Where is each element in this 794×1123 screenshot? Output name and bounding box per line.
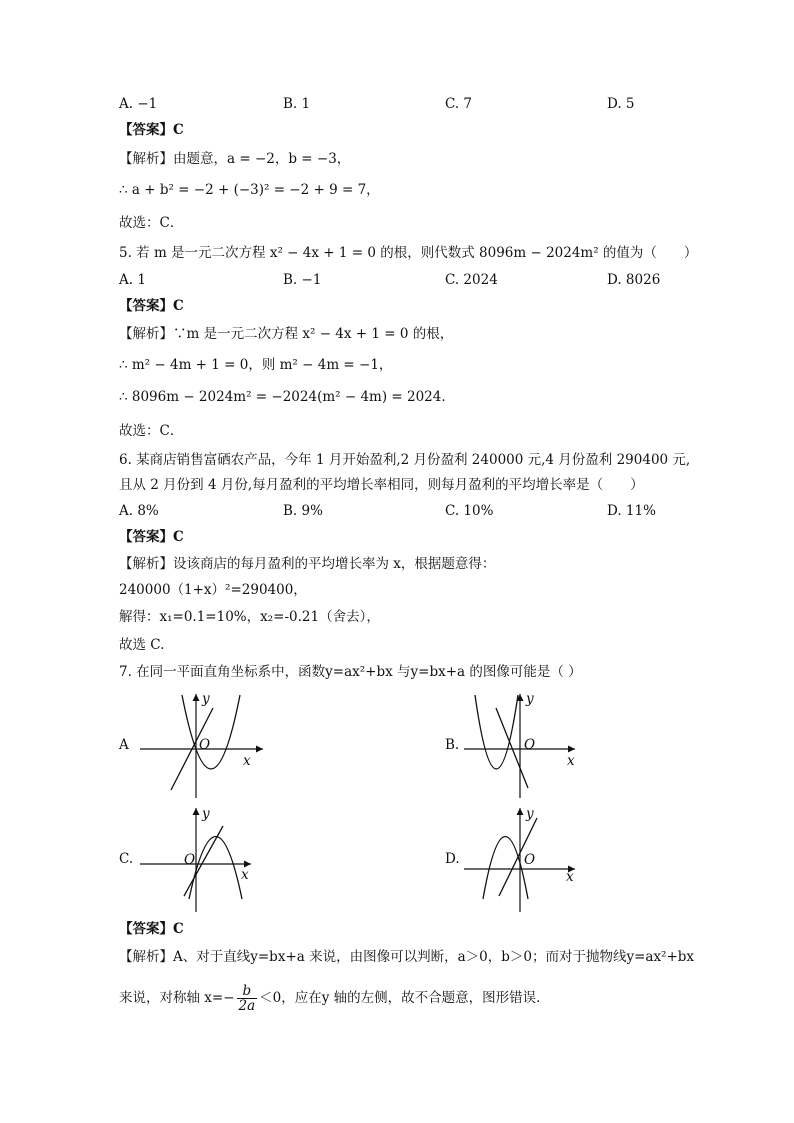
parabola	[182, 695, 240, 769]
q6-stem: 6. 某商店销售富硒农产品，今年 1 月开始盈利,2 月份盈利 240000 元,4 月份盈利 290400 元,	[119, 452, 691, 468]
graph-c-y-label: y	[202, 806, 210, 822]
graph-d-x-label: x	[566, 869, 574, 885]
graph-c	[138, 804, 258, 914]
q6-analysis-line: 240000（1+x）²=290400，	[119, 582, 307, 598]
q5-analysis-line: 故选：C．	[119, 423, 184, 439]
graph-c-label: C.	[119, 851, 134, 867]
q6-option-a: A. 8%	[119, 503, 159, 519]
graph-c-origin-label: O	[184, 852, 196, 868]
q6-analysis-line: 解得：x₁=0.1=10%，x₂=-0.21（舍去），	[119, 609, 380, 625]
q5-stem: 5. 若 m 是一元二次方程 x² − 4x + 1 = 0 的根，则代数式 8096m − 2024m² 的值为（ ）	[119, 245, 698, 261]
q4-option-b: B. 1	[283, 96, 311, 112]
graph-a-label: A	[119, 737, 129, 753]
q6-stem: 且从 2 月份到 4 月份,每月盈利的平均增长率相同，则每月盈利的平均增长率是（ ）	[119, 477, 644, 493]
symmetry-axis-fraction	[237, 984, 258, 1013]
q5-analysis-line: ∴ 8096m − 2024m² = −2024(m² − 4m) = 2024．	[119, 389, 455, 405]
q5-option-c: C. 2024	[445, 272, 498, 288]
graph-d-label: D.	[445, 851, 460, 867]
graph-b-label: B.	[445, 737, 460, 753]
q6-answer: 【答案】C	[119, 529, 184, 545]
q6-option-d: D. 11%	[607, 503, 656, 519]
q5-analysis-line: ∴ m² − 4m + 1 = 0，则 m² − 4m = −1，	[119, 357, 393, 373]
graph-b-x-label: x	[567, 753, 575, 769]
q4-option-c: C. 7	[445, 96, 473, 112]
q6-option-b: B. 9%	[283, 503, 323, 519]
q4-analysis-line: 【解析】由题意，a = −2，b = −3，	[119, 151, 351, 167]
graph-d	[462, 804, 582, 914]
q4-analysis-line: ∴ a + b² = −2 + (−3)² = −2 + 9 = 7，	[119, 182, 380, 198]
parabola	[189, 837, 242, 900]
parabola	[475, 695, 518, 769]
graph-d-y-label: y	[526, 806, 534, 822]
q4-analysis-line: 故选：C．	[119, 215, 184, 231]
fraction-numerator: b	[237, 984, 258, 999]
q5-analysis-line: 【解析】∵m 是一元二次方程 x² − 4x + 1 = 0 的根，	[119, 326, 454, 342]
graph-b	[462, 690, 582, 800]
q5-option-d: D. 8026	[607, 272, 661, 288]
q5-answer: 【答案】C	[119, 298, 184, 314]
q7-analysis-line: 【解析】A、对于直线y=bx+a 来说，由图像可以判断，a＞0，b＞0；而对于抛物线y=ax²+bx	[119, 949, 695, 965]
q5-option-b: B. −1	[283, 272, 322, 288]
q4-answer: 【答案】C	[119, 122, 184, 138]
q6-option-c: C. 10%	[445, 503, 494, 519]
graph-a-origin-label: O	[199, 737, 211, 753]
q7-analysis-pre: 来说，对称轴 x=−	[119, 990, 235, 1006]
graph-c-x-label: x	[241, 867, 249, 883]
graph-b-origin-label: O	[524, 737, 536, 753]
parabola	[483, 837, 528, 900]
q6-analysis-line: 【解析】设该商店的每月盈利的平均增长率为 x，根据题意得：	[119, 556, 496, 572]
q5-option-a: A. 1	[119, 272, 146, 288]
q7-answer: 【答案】C	[119, 921, 184, 937]
q4-option-a: A. −1	[119, 96, 158, 112]
q7-analysis-post: ＜0，应在y 轴的左侧，故不合题意，图形错误．	[259, 990, 550, 1006]
q4-option-d: D. 5	[607, 96, 635, 112]
q7-analysis-line	[119, 980, 550, 1016]
graph-d-origin-label: O	[524, 852, 536, 868]
q6-analysis-line: 故选 C.	[119, 637, 165, 653]
graph-a-x-label: x	[243, 753, 251, 769]
q7-stem: 7. 在同一平面直角坐标系中，函数y=ax²+bx 与y=bx+a 的图像可能是（ ）	[119, 664, 582, 680]
fraction-denominator: 2a	[238, 998, 256, 1014]
graph-a-y-label: y	[202, 691, 210, 707]
graph-b-y-label: y	[526, 691, 534, 707]
